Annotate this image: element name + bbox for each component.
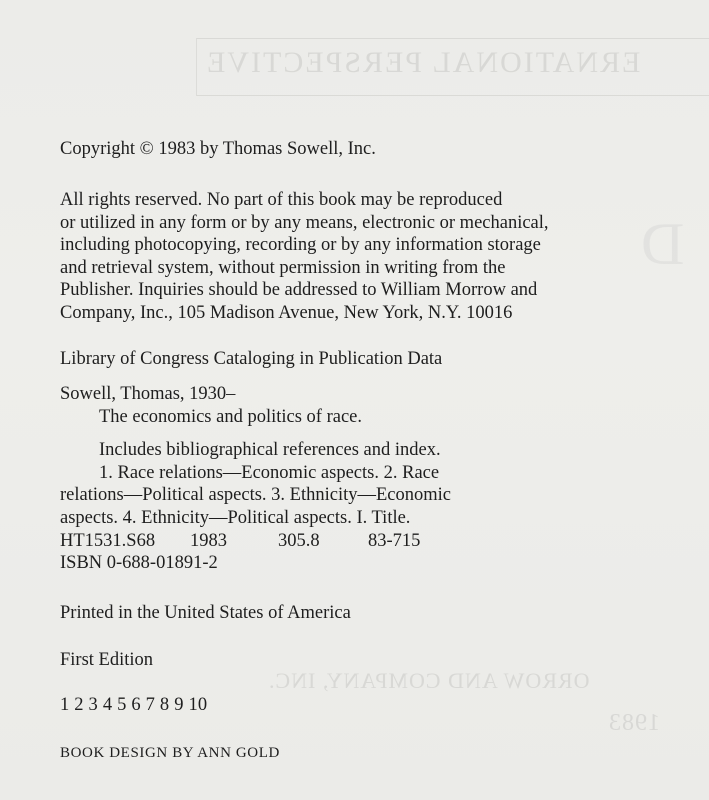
rights-paragraph	[60, 189, 549, 325]
cip-author: Sowell, Thomas, 1930–	[60, 384, 236, 404]
cip-classification	[60, 530, 451, 553]
lccn: 83-715	[368, 530, 421, 551]
show-through-publisher: ORROW AND COMPANY, INC.	[268, 668, 590, 693]
cip-title: The economics and politics of race.	[99, 406, 363, 427]
printing-line: 1 2 3 4 5 6 7 8 9 10	[60, 695, 208, 715]
cip-note: Includes bibliographical references and index.	[99, 440, 441, 461]
rights-line: or utilized in any form or by any means, electronic or mechanical,	[60, 212, 549, 233]
spacer	[60, 428, 451, 439]
call-number: HT1531.S68	[60, 530, 156, 551]
rights-line: including photocopying, recording or by any information storage	[60, 235, 541, 256]
rights-line: Publisher. Inquiries should be addressed to William Morrow and	[60, 280, 538, 301]
rights-line: Company, Inc., 105 Madison Avenue, New York, N.Y. 10016	[60, 302, 513, 323]
edition: First Edition	[60, 650, 154, 670]
rights-line: All rights reserved. No part of this book may be reproduced	[60, 190, 503, 210]
class-year: 1983	[190, 530, 227, 551]
cip-subject-line: aspects. 4. Ethnicity—Political aspects. I. Title.	[60, 507, 411, 528]
cip-subject-line: relations—Political aspects. 3. Ethnicity—Economic	[60, 485, 451, 506]
show-through-glyph: D	[640, 211, 685, 277]
isbn: ISBN 0-688-01891-2	[60, 553, 218, 574]
rights-line: and retrieval system, without permission in writing from the	[60, 257, 506, 278]
cip-heading: Library of Congress Cataloging in Publication Data	[60, 349, 443, 369]
show-through-heading: ERNATIONAL PERSPECTIVE	[205, 46, 641, 79]
cip-record	[60, 383, 451, 575]
copyright-line: Copyright © 1983 by Thomas Sowell, Inc.	[60, 139, 376, 159]
show-through-year: 1983	[608, 710, 660, 736]
design-credit: BOOK DESIGN BY ANN GOLD	[60, 745, 280, 761]
cip-subject-line: 1. Race relations—Economic aspects. 2. Race	[99, 462, 440, 483]
dewey-number: 305.8	[278, 530, 320, 551]
printed-in: Printed in the United States of America	[60, 603, 351, 623]
